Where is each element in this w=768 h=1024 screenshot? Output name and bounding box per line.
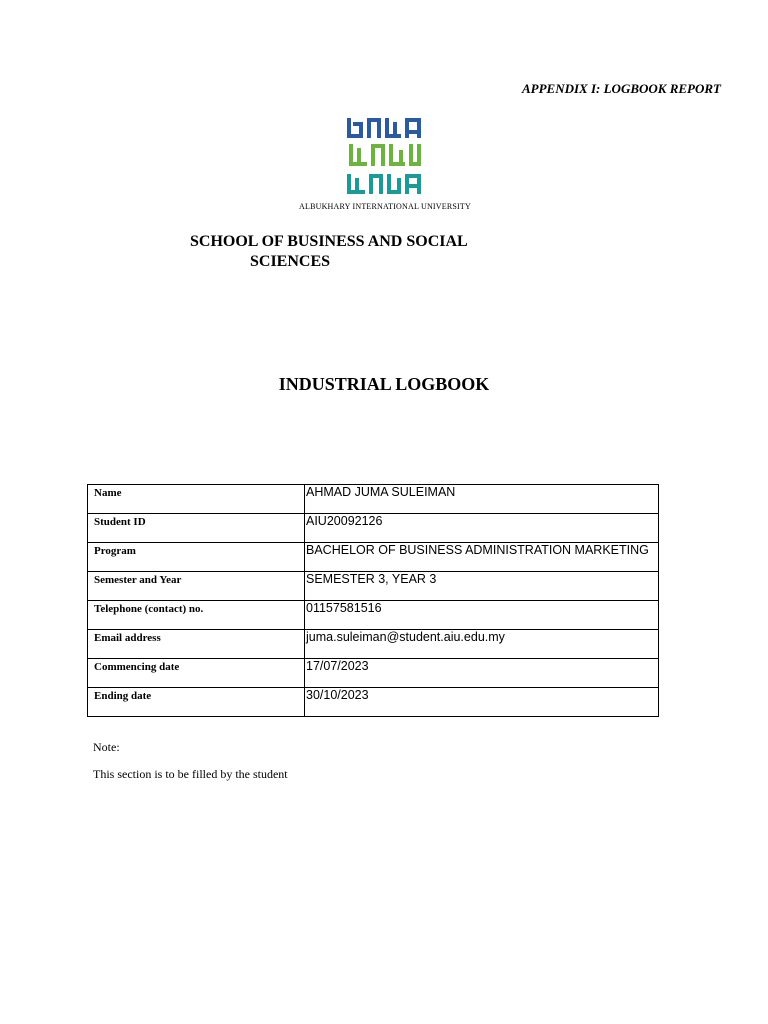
- logo-row-blue: [347, 118, 421, 138]
- logo-block-shape: [347, 134, 363, 138]
- note-label: Note:: [93, 740, 120, 754]
- university-name: ALBUKHARY INTERNATIONAL UNIVERSITY: [299, 202, 471, 211]
- logo-block-shape: [387, 190, 401, 194]
- logo-block-shape: [379, 178, 383, 194]
- field-label: Commencing date: [88, 659, 305, 688]
- table-row: [88, 514, 659, 543]
- logo-block-shape: [357, 148, 361, 162]
- logo-block-shape: [381, 148, 385, 166]
- logo-block-shape: [389, 162, 405, 166]
- field-label: Ending date: [88, 688, 305, 717]
- field-value: 30/10/2023: [305, 688, 659, 717]
- logo-block-shape: [347, 190, 365, 194]
- logo-block-shape: [417, 122, 421, 138]
- note-text: This section is to be filled by the student: [93, 767, 288, 781]
- table-row: [88, 485, 659, 514]
- logo-block-shape: [409, 162, 421, 166]
- logo-block-shape: [369, 174, 383, 178]
- field-label: Semester and Year: [88, 572, 305, 601]
- field-value: AHMAD JUMA SULEIMAN: [305, 485, 659, 514]
- field-value: 17/07/2023: [305, 659, 659, 688]
- field-label: Program: [88, 543, 305, 572]
- field-label: Telephone (contact) no.: [88, 601, 305, 630]
- logo-block-shape: [397, 178, 401, 190]
- kufic-calligraphy-logo: [347, 118, 423, 196]
- logo-block-shape: [409, 130, 417, 134]
- field-value: BACHELOR OF BUSINESS ADMINISTRATION MARKETING: [305, 543, 659, 572]
- logo-block-shape: [353, 122, 359, 126]
- logo-row-teal: [347, 174, 421, 194]
- logo-block-shape: [409, 184, 417, 188]
- field-label: Student ID: [88, 514, 305, 543]
- logo-row-green: [349, 144, 421, 166]
- field-value: juma.suleiman@student.aiu.edu.my: [305, 630, 659, 659]
- table-row: [88, 601, 659, 630]
- university-logo: [290, 118, 480, 211]
- school-name: [190, 232, 530, 272]
- logo-block-shape: [355, 178, 359, 190]
- logo-block-shape: [417, 178, 421, 194]
- table-row: [88, 630, 659, 659]
- table-row: [88, 688, 659, 717]
- field-value: AIU20092126: [305, 514, 659, 543]
- field-value: 01157581516: [305, 601, 659, 630]
- field-label: Name: [88, 485, 305, 514]
- logo-block-shape: [405, 118, 421, 122]
- logo-block-shape: [405, 174, 421, 178]
- table-row: [88, 659, 659, 688]
- logo-block-shape: [371, 144, 385, 148]
- field-value: SEMESTER 3, YEAR 3: [305, 572, 659, 601]
- logo-block-shape: [417, 144, 421, 162]
- student-info-table: [87, 484, 659, 717]
- logo-block-shape: [359, 122, 363, 134]
- logo-block-shape: [393, 122, 397, 134]
- school-name-line2: SCIENCES: [250, 253, 331, 270]
- document-title: INDUSTRIAL LOGBOOK: [278, 374, 490, 394]
- logo-block-shape: [367, 118, 381, 122]
- appendix-heading: APPENDIX I: LOGBOOK REPORT: [522, 81, 721, 96]
- logo-block-shape: [399, 150, 403, 162]
- table-row: [88, 572, 659, 601]
- logo-block-shape: [349, 162, 367, 166]
- field-label: Email address: [88, 630, 305, 659]
- logo-block-shape: [385, 134, 401, 138]
- logo-block-shape: [377, 122, 381, 138]
- table-row: [88, 543, 659, 572]
- school-name-line1: SCHOOL OF BUSINESS AND SOCIAL: [190, 233, 468, 250]
